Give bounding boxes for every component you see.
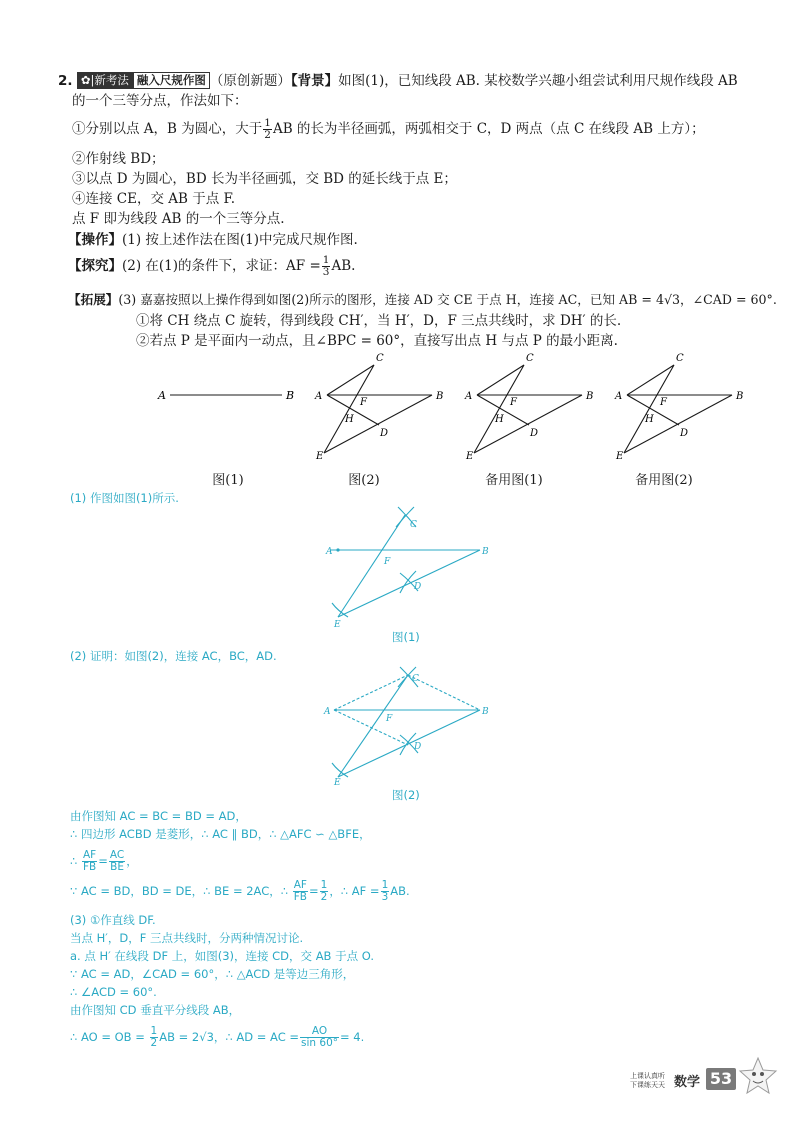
proof3-num1: AF [82,849,97,861]
spare1-label-a: A [465,391,473,402]
ans1-point-a [336,548,339,551]
proof4-num2: 1 [320,879,328,891]
part3-line-7 [70,1024,364,1050]
background-text-2: 的一个三等分点，作法如下： [72,93,248,109]
part3-7-den2: sin 60° [301,1037,339,1049]
third-numerator: 1 [322,254,330,266]
fig2-label-c: C [376,353,384,364]
conclusion: 点 F 即为线段 AB 的一个三等分点. [72,211,285,227]
proof4-text-a: ∵ AC = BD，BD = DE，∴ BE = 2AC，∴ [70,884,289,898]
footer-slogan-2: 下课练天天 [630,1081,665,1089]
part3-7-num1: 1 [150,1025,158,1037]
explore-text-b: AB. [331,258,356,274]
proof4-text-b: ，∴ AF = [329,884,380,898]
extend-line [68,291,777,309]
question-header [58,72,738,90]
part3-7-text-a: ∴ AO = OB = [70,1030,145,1044]
part3-line-6: 由作图知 CD 垂直平分线段 AB， [70,1003,241,1017]
fig2-label-e: E [316,451,324,462]
figure-2 [314,353,443,462]
fig1-caption: 图(1) [212,473,244,488]
spare1-label-e: E [466,451,474,462]
step-3: ③以点 D 为圆心，BD 长为半径画弧，交 BD 的延长线于点 E； [72,171,457,187]
spare1-caption: 备用图(1) [485,473,543,488]
ans2-label-e: E [334,778,341,787]
new-method-badge: ✿|新考法 [77,72,133,89]
ans2-label-d: D [414,742,422,752]
origin-note: （原创新题） [209,73,291,89]
answer-fig1-caption: 图(1) [392,630,420,644]
spare1-label-b: B [586,391,594,402]
proof4-frac-af-fb [293,880,308,903]
fig2-caption: 图(2) [348,473,380,488]
proof4-text-c: AB. [390,884,410,898]
proof4-frac-half [320,880,329,903]
ans2-label-f: F [386,714,393,724]
ans1-label-a: A [326,547,333,557]
step-1-text-a: ①分别以点 A，B 为圆心，大于 [72,121,263,137]
operation-line [68,231,358,249]
third-fraction [322,255,331,278]
extend-tag: 【拓展】 [68,292,119,307]
part3-7-frac-half [150,1026,159,1049]
proof-line-3 [70,848,138,874]
spare2-label-f: F [660,397,667,408]
ans1-label-e: E [334,620,341,630]
answer-fig2-caption: 图(2) [392,788,420,802]
answer-figure-1 [320,505,500,630]
spare-figure-2 [614,353,743,462]
spare2-label-h: H [645,414,654,425]
operation-tag: 【操作】 [68,232,122,248]
page-number: 53 [706,1068,736,1090]
part3-line-2: 当点 H′，D，F 三点共线时，分两种情况讨论. [70,931,304,945]
proof3-therefore: ∴ [70,854,78,868]
spare1-label-f: F [510,397,517,408]
spare1-label-d: D [530,428,539,439]
proof4-den3: 3 [381,891,389,903]
question-figures [0,345,800,465]
part3-7-frac-ao-sin [300,1026,339,1049]
fig2-label-b: B [436,391,444,402]
spare1-label-h: H [495,414,504,425]
third-denominator: 3 [322,266,330,278]
step-1-text-b: AB 的长为半径画弧，两弧相交于 C，D 两点（点 C 在线段 AB 上方）； [272,121,705,137]
spare2-label-a: A [615,391,623,402]
fig2-label-f: F [360,397,367,408]
extend-sub-2: ②若点 P 是平面内一动点，且∠BPC = 60°，直接写出点 H 与点 P 的最小距离. [136,333,618,349]
part3-line-5: ∴ ∠ACD = 60°. [70,985,157,999]
spare-figure-1 [464,353,593,462]
part3-7-num2: AO [300,1026,339,1038]
part3-7-den1: 2 [150,1037,158,1049]
footer-slogan [630,1072,665,1090]
proof4-frac-third [381,880,390,903]
proof4-den1: FB [293,891,307,903]
proof-line-4 [70,878,410,904]
spare2-label-b: B [736,391,744,402]
ans1-label-c: C [410,520,417,530]
ans1-label-d: D [414,582,422,592]
explore-tag: 【探究】 [68,258,122,274]
fig1-label-a: A [158,389,166,402]
question-number: 2. [58,73,73,89]
proof3-frac-ac-be [109,850,125,873]
part3-line-1: (3) ①作直线 DF. [70,913,156,927]
proof3-den2: BE [110,861,124,873]
step-2: ②作射线 BD； [72,151,165,167]
fig2-label-h: H [345,414,354,425]
answer-2: (2) 证明：如图(2)，连接 AC，BC，AD. [70,649,277,663]
answer-1: (1) 作图如图(1)所示. [70,491,179,505]
ans2-label-c: C [412,674,419,684]
answer-figure-2 [320,665,500,787]
part3-line-4: ∵ AC = AD，∠CAD = 60°，∴ △ACD 是等边三角形， [70,967,355,981]
explore-line [68,255,355,278]
operation-text: (1) 按上述作法在图(1)中完成尺规作图. [122,232,358,248]
part3-7-text-c: = 4. [340,1030,365,1044]
ans2-label-a: A [324,707,331,717]
proof3-eq: = [98,854,108,868]
proof-line-2: ∴ 四边形 ACBD 是菱形，∴ AC ∥ BD，∴ △AFC ∽ △BFE， [70,827,371,841]
ans2-dashed-ad [334,710,408,745]
proof3-num2: AC [109,849,125,861]
fig2-label-a: A [315,391,323,402]
ans1-label-b: B [482,547,489,557]
proof4-den2: 2 [320,891,328,903]
proof3-frac-af-fb [82,850,97,873]
part3-line-3: a. 点 H′ 在线段 DF 上，如图(3)，连接 CD，交 AB 于点 O. [70,949,375,963]
ans2-line-ce [338,675,408,777]
step-4: ④连接 CE，交 AB 于点 F. [72,191,236,207]
step-1 [72,118,705,141]
proof-line-1: 由作图知 AC = BC = BD = AD， [70,809,247,823]
proof3-end: ， [126,854,138,868]
explore-text-a: (2) 在(1)的条件下，求证：AF = [122,258,321,274]
proof4-num3: 1 [381,879,389,891]
part3-7-text-b: AB = 2√3，∴ AD = AC = [159,1030,300,1044]
proof3-den1: FB [82,861,97,873]
ans1-ray-be [338,550,480,617]
spare2-caption: 备用图(2) [635,473,693,488]
figure-1 [157,389,294,402]
proof4-eq: = [308,884,319,898]
spare2-label-d: D [680,428,689,439]
half-numerator: 1 [264,117,271,129]
spare2-label-c: C [676,353,684,364]
half-denominator: 2 [264,129,271,141]
topic-badge: 融入尺规作图 [133,72,210,89]
ans2-label-b: B [482,707,489,717]
fig1-label-b: B [286,389,295,402]
proof4-num1: AF [293,879,307,891]
background-tag: 【背景】 [290,73,339,89]
ans2-dashed-ac [334,675,408,710]
extend-sub-1: ①将 CH 绕点 C 旋转，得到线段 CH′，当 H′，D，F 三点共线时，求 DH′ 的长. [136,313,622,329]
extend-text: (3) 嘉嘉按照以上操作得到如图(2)所示的图形，连接 AD 交 CE 于点 H，连接 AC，已知 AB = 4√3，∠CAD = 60°. [118,292,777,307]
footer-slogan-1: 上课认真听 [630,1072,665,1080]
spare2-label-e: E [616,451,624,462]
mascot-star-icon [738,1056,778,1096]
background-text: 如图(1)，已知线段 AB. 某校数学兴趣小组尝试利用尺规作线段 AB [338,73,738,89]
ans1-label-f: F [384,557,391,567]
spare1-label-c: C [526,353,534,364]
footer-subject: 数学 [674,1075,701,1090]
half-fraction [263,118,272,141]
fig2-label-d: D [380,428,389,439]
